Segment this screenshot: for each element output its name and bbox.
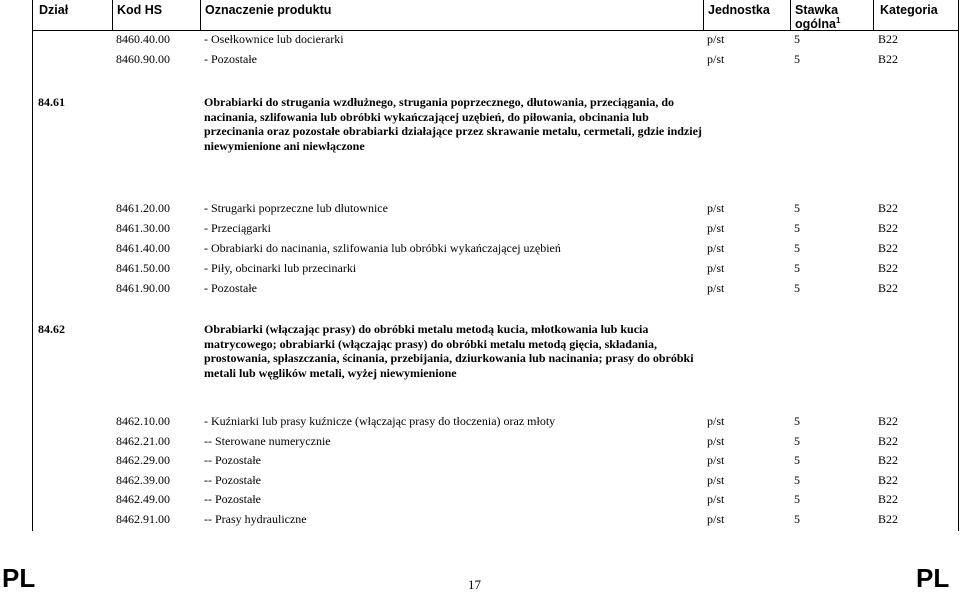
unit: p/st xyxy=(707,221,725,235)
rate: 5 xyxy=(794,472,800,487)
category: B22 xyxy=(878,414,899,428)
category: B22 xyxy=(878,221,899,235)
unit: p/st xyxy=(707,433,725,448)
hs-code: 8461.20.00 xyxy=(116,201,170,215)
header-stawka-line1: Stawka xyxy=(795,3,839,17)
unit: p/st xyxy=(707,511,725,526)
unit: p/st xyxy=(707,453,725,467)
table-row xyxy=(33,434,958,454)
tariff-table xyxy=(32,0,959,531)
table-row xyxy=(33,414,958,434)
hs-code: 8461.30.00 xyxy=(116,221,170,235)
product-description: -- Sterowane numerycznie xyxy=(204,433,331,448)
rate: 5 xyxy=(794,414,800,428)
product-description: -- Pozostałe xyxy=(204,472,261,487)
category: B22 xyxy=(878,52,899,66)
header-kod-hs: Kod HS xyxy=(117,3,163,17)
table-header xyxy=(33,0,958,31)
hs-code: 8461.40.00 xyxy=(116,241,170,255)
hs-code: 8460.90.00 xyxy=(116,52,170,66)
product-description: - Osełkownice lub docierarki xyxy=(204,32,344,46)
header-dzial: Dział xyxy=(39,3,69,17)
category: B22 xyxy=(878,511,899,526)
table-row xyxy=(33,512,958,532)
category: B22 xyxy=(878,32,899,46)
table-row xyxy=(33,52,958,72)
rate: 5 xyxy=(794,511,800,526)
unit: p/st xyxy=(707,201,725,215)
rate: 5 xyxy=(794,221,800,235)
table-row xyxy=(33,32,958,52)
table-row xyxy=(33,201,958,221)
rate: 5 xyxy=(794,281,800,295)
product-description: - Obrabiarki do nacinania, szlifowania lub obróbki wykańczającej uzębień xyxy=(204,241,561,255)
hs-code: 8461.50.00 xyxy=(116,261,170,275)
header-divider xyxy=(703,0,704,31)
heading-text: Obrabiarki (włączając prasy) do obróbki metalu metodą kucia, młotkowania lub kucia matrycowego; obrabiarki (włączając prasy) do obróbki metalu metodą gięcia, składania, prostowania, spłaszczania, ścinania, przebijania, dziurkowania lub nacinania; prasy do obróbki metali lub węglików metali, wyżej niewymienione xyxy=(204,322,694,380)
heading-text: Obrabiarki do strugania wzdłużnego, strugania poprzecznego, dłutowania, przeciągania, do nacinania, szlifowania lub obróbki wykańczającej uzębień, do piłowania, obcinania lub przecinania oraz pozostałe obrabiarki działające przez skrawanie metalu, cermetali, gdzie indziej niewymienione ani niewłączone xyxy=(204,95,702,153)
page-number: 17 xyxy=(468,577,481,592)
rate: 5 xyxy=(794,52,800,66)
table-row xyxy=(33,281,958,301)
hs-code: 8462.49.00 xyxy=(116,492,170,506)
category: B22 xyxy=(878,492,899,506)
product-description: - Pozostałe xyxy=(204,52,257,66)
hs-code: 8462.91.00 xyxy=(116,511,170,526)
rate: 5 xyxy=(794,261,800,275)
product-description: -- Pozostałe xyxy=(204,492,261,506)
table-row xyxy=(33,492,958,512)
hs-code: 8462.21.00 xyxy=(116,433,170,448)
hs-code: 8461.90.00 xyxy=(116,281,170,295)
table-row xyxy=(33,261,958,281)
product-description: - Piły, obcinarki lub przecinarki xyxy=(204,261,357,275)
unit: p/st xyxy=(707,261,725,275)
header-kategoria: Kategoria xyxy=(880,3,938,17)
heading-number: 84.62 xyxy=(38,322,65,336)
rate: 5 xyxy=(794,433,800,448)
header-divider xyxy=(790,0,791,31)
unit: p/st xyxy=(707,472,725,487)
product-description: - Przeciągarki xyxy=(204,221,271,235)
table-row xyxy=(33,453,958,473)
product-description: - Strugarki poprzeczne lub dłutownice xyxy=(204,201,388,215)
header-stawka-line2: ogólna$^1$ xyxy=(795,16,841,32)
category: B22 xyxy=(878,241,899,255)
unit: p/st xyxy=(707,32,725,46)
header-divider xyxy=(200,0,201,31)
category: B22 xyxy=(878,261,899,275)
unit: p/st xyxy=(707,414,725,428)
rate: 5 xyxy=(794,453,800,467)
heading-number: 84.61 xyxy=(38,95,65,109)
footer-country-left: PL xyxy=(2,563,36,593)
rate: 5 xyxy=(794,32,800,46)
header-oznaczenie: Oznaczenie produktu xyxy=(205,3,332,17)
table-row xyxy=(33,241,958,261)
header-divider xyxy=(873,0,874,31)
header-divider xyxy=(112,0,113,31)
category: B22 xyxy=(878,281,899,295)
category: B22 xyxy=(878,453,899,467)
unit: p/st xyxy=(707,241,725,255)
header-jednostka: Jednostka xyxy=(708,3,770,17)
hs-code: 8462.10.00 xyxy=(116,414,170,428)
unit: p/st xyxy=(707,492,725,506)
table-row xyxy=(33,221,958,241)
category: B22 xyxy=(878,472,899,487)
product-description: -- Prasy hydrauliczne xyxy=(204,511,307,526)
rate: 5 xyxy=(794,241,800,255)
product-description: -- Pozostałe xyxy=(204,453,261,467)
hs-code: 8462.29.00 xyxy=(116,453,170,467)
footer-country-right: PL xyxy=(916,563,950,593)
rate: 5 xyxy=(794,492,800,506)
hs-code: 8462.39.00 xyxy=(116,472,170,487)
header-stawka xyxy=(795,3,838,17)
category: B22 xyxy=(878,201,899,215)
category: B22 xyxy=(878,433,899,448)
unit: p/st xyxy=(707,281,725,295)
hs-code: 8460.40.00 xyxy=(116,32,170,46)
header-stawka-footnote: 1 xyxy=(835,16,841,25)
unit: p/st xyxy=(707,52,725,66)
product-description: - Kuźniarki lub prasy kuźnicze (włączając prasy do tłoczenia) oraz młoty xyxy=(204,414,556,428)
product-description: - Pozostałe xyxy=(204,281,257,295)
table-row xyxy=(33,473,958,493)
rate: 5 xyxy=(794,201,800,215)
